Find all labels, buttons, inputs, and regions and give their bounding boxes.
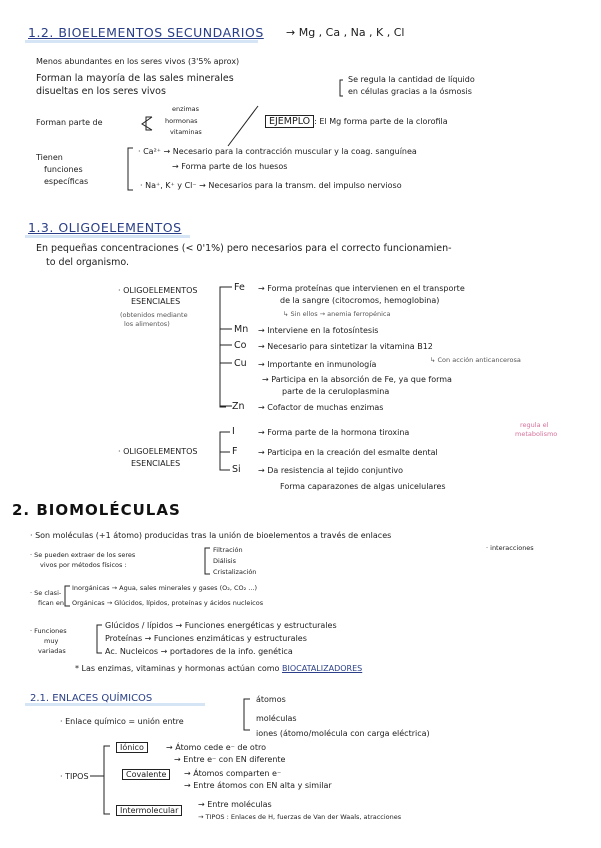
element-f: F xyxy=(232,446,238,457)
bond-covalent-label: Covalente xyxy=(122,769,170,780)
bullet-salts-line1: Forman la mayoría de las sales minerales xyxy=(36,73,234,84)
si-line2: Forma caparazones de algas unicelulares xyxy=(280,482,446,491)
mn-line1: → Interviene en la fotosíntesis xyxy=(258,326,379,335)
item-vitamins: vitaminas xyxy=(170,128,202,136)
cu-line2: → Participa en la absorción de Fe, ya que forma xyxy=(262,375,452,384)
covalent-line1: → Átomos comparten e⁻ xyxy=(184,769,282,778)
salts-note-line2: en células gracias a la ósmosis xyxy=(348,87,472,96)
nonessential-label-1: · OLIGOELEMENTOS xyxy=(118,447,198,456)
section-title-2: 2. BIOMOLÉCULAS xyxy=(12,501,181,519)
bond-intermolecular xyxy=(116,805,182,816)
bullet-abundance: Menos abundantes en los seres vivos (3'5% aprox) xyxy=(36,57,240,66)
ionic-line2: → Entre e⁻ con EN diferente xyxy=(174,755,286,764)
biocatalyst-note xyxy=(75,663,362,674)
organic-line: Orgánicas → Glúcidos, lípidos, proteínas y ácidos nucleicos xyxy=(72,599,264,607)
example-label: EJEMPLO xyxy=(265,115,314,128)
cu-note: ↳ Con acción anticancerosa xyxy=(430,356,521,364)
functions-line1: · Funciones xyxy=(30,627,67,635)
essential-label-2: ESENCIALES xyxy=(131,297,181,306)
inter-line1: → Entre moléculas xyxy=(198,800,272,809)
element-mn: Mn xyxy=(234,324,249,335)
functions-line2: muy xyxy=(44,637,59,645)
salts-note-line1: Se regula la cantidad de líquido xyxy=(348,75,475,84)
section-title-1-3: 1.3. OLIGOELEMENTOS xyxy=(28,220,182,235)
element-co: Co xyxy=(234,340,247,351)
function-glucids: Glúcidos / lípidos → Funciones energéticas y estructurales xyxy=(105,621,337,630)
function-calcium: · Ca²⁺ → Necesario para la contracción muscular y la coag. sanguínea xyxy=(138,147,417,156)
section-title-2-1: 2.1. ENLACES QUÍMICOS xyxy=(30,693,153,704)
f-line1: → Participa en la creación del esmalte dental xyxy=(258,448,438,457)
essential-note-1: (obtenidos mediante xyxy=(120,311,188,319)
cu-line1: → Importante en inmunología xyxy=(258,360,377,369)
i-note-2: metabolismo xyxy=(515,430,558,438)
union-ions: iones (átomo/molécula con carga eléctrica) xyxy=(256,729,430,738)
element-zn: Zn xyxy=(232,401,245,412)
function-nucleic: Ac. Nucleicos → portadores de la info. genética xyxy=(105,647,293,656)
fe-line3: ↳ Sin ellos → anemia ferropénica xyxy=(283,310,391,318)
bullet-functions-3: específicas xyxy=(44,177,89,186)
element-i: I xyxy=(232,426,235,437)
bond-ionic xyxy=(116,742,148,753)
bio-definition-note: · interacciones xyxy=(486,544,534,552)
element-fe: Fe xyxy=(234,282,245,293)
bond-ionic-label: Iónico xyxy=(116,742,148,753)
functions-line3: variadas xyxy=(38,647,66,655)
bullet-functions-1: Tienen xyxy=(36,153,63,162)
bullet-part-of: Forman parte de xyxy=(36,118,103,127)
oligo-intro-line1: En pequeñas concentraciones (< 0'1%) pero necesarios para el correcto funcionamien- xyxy=(36,243,452,254)
co-line1: → Necesario para sintetizar la vitamina B12 xyxy=(258,342,433,351)
item-enzymes: enzimas xyxy=(172,105,200,113)
element-cu: Cu xyxy=(234,358,247,369)
covalent-line2: → Entre átomos con EN alta y similar xyxy=(184,781,332,790)
item-hormones: hormonas xyxy=(165,117,198,125)
method-filtration: Filtración xyxy=(213,546,243,554)
inorganic-line: Inorgánicas → Agua, sales minerales y gases (O₂, CO₂ ...) xyxy=(72,584,258,592)
inter-line2: → TIPOS : Enlaces de H, fuerzas de Van der Waals, atracciones xyxy=(198,813,402,821)
bond-intermolecular-label: Intermolecular xyxy=(116,805,182,816)
fe-line2: de la sangre (citocromos, hemoglobina) xyxy=(280,296,440,305)
ionic-line1: → Átomo cede e⁻ de otro xyxy=(166,743,266,752)
extraction-line2: vivos por métodos físicos : xyxy=(40,561,127,569)
i-note-1: regula el xyxy=(520,421,549,429)
example-line xyxy=(265,116,448,127)
oligo-intro-line2: to del organismo. xyxy=(46,257,130,268)
biocatalyst-highlight: BIOCATALIZADORES xyxy=(281,664,363,673)
bio-definition: · Son moléculas (+1 átomo) producidas tras la unión de bioelementos a través de enlaces xyxy=(30,531,392,540)
title-highlight xyxy=(25,235,190,238)
classify-line1: · Se clasi- xyxy=(30,589,62,597)
bullet-salts-line2: disueltas en los seres vivos xyxy=(36,86,166,97)
section-title-elements: → Mg , Ca , Na , K , Cl xyxy=(286,26,405,39)
bullet-functions-2: funciones xyxy=(44,165,83,174)
fe-line1: → Forma proteínas que intervienen en el transporte xyxy=(258,284,465,293)
function-nerve: · Na⁺, K⁺ y Cl⁻ → Necesarios para la transm. del impulso nervioso xyxy=(140,181,402,190)
essential-label-1: · OLIGOELEMENTOS xyxy=(118,286,198,295)
example-text: : El Mg forma parte de la clorofila xyxy=(314,117,448,126)
classify-line2: fican en xyxy=(38,599,64,607)
element-si: Si xyxy=(232,464,241,475)
method-crystallization: Cristalización xyxy=(213,568,257,576)
essential-note-2: los alimentos) xyxy=(124,320,170,328)
si-line1: → Da resistencia al tejido conjuntivo xyxy=(258,466,404,475)
types-label: · TIPOS xyxy=(60,772,89,781)
function-proteins: Proteínas → Funciones enzimáticas y estructurales xyxy=(105,634,307,643)
biocatalyst-note-text: * Las enzimas, vitaminas y hormonas actúan como xyxy=(75,664,280,673)
i-line1: → Forma parte de la hormona tiroxina xyxy=(258,428,410,437)
zn-line1: → Cofactor de muchas enzimas xyxy=(258,403,384,412)
union-atoms: átomos xyxy=(256,695,286,704)
union-molecules: moléculas xyxy=(256,714,297,723)
method-dialysis: Diálisis xyxy=(213,557,236,565)
section-title-1-2: 1.2. BIOELEMENTOS SECUNDARIOS xyxy=(28,25,264,40)
extraction-line1: · Se pueden extraer de los seres xyxy=(30,551,136,559)
cu-line3: parte de la ceruloplasmina xyxy=(282,387,390,396)
bond-definition: · Enlace químico = unión entre xyxy=(60,717,184,726)
nonessential-label-2: ESENCIALES xyxy=(131,459,181,468)
function-bones: → Forma parte de los huesos xyxy=(172,162,288,171)
bond-covalent xyxy=(122,769,170,780)
title-highlight xyxy=(25,40,258,43)
